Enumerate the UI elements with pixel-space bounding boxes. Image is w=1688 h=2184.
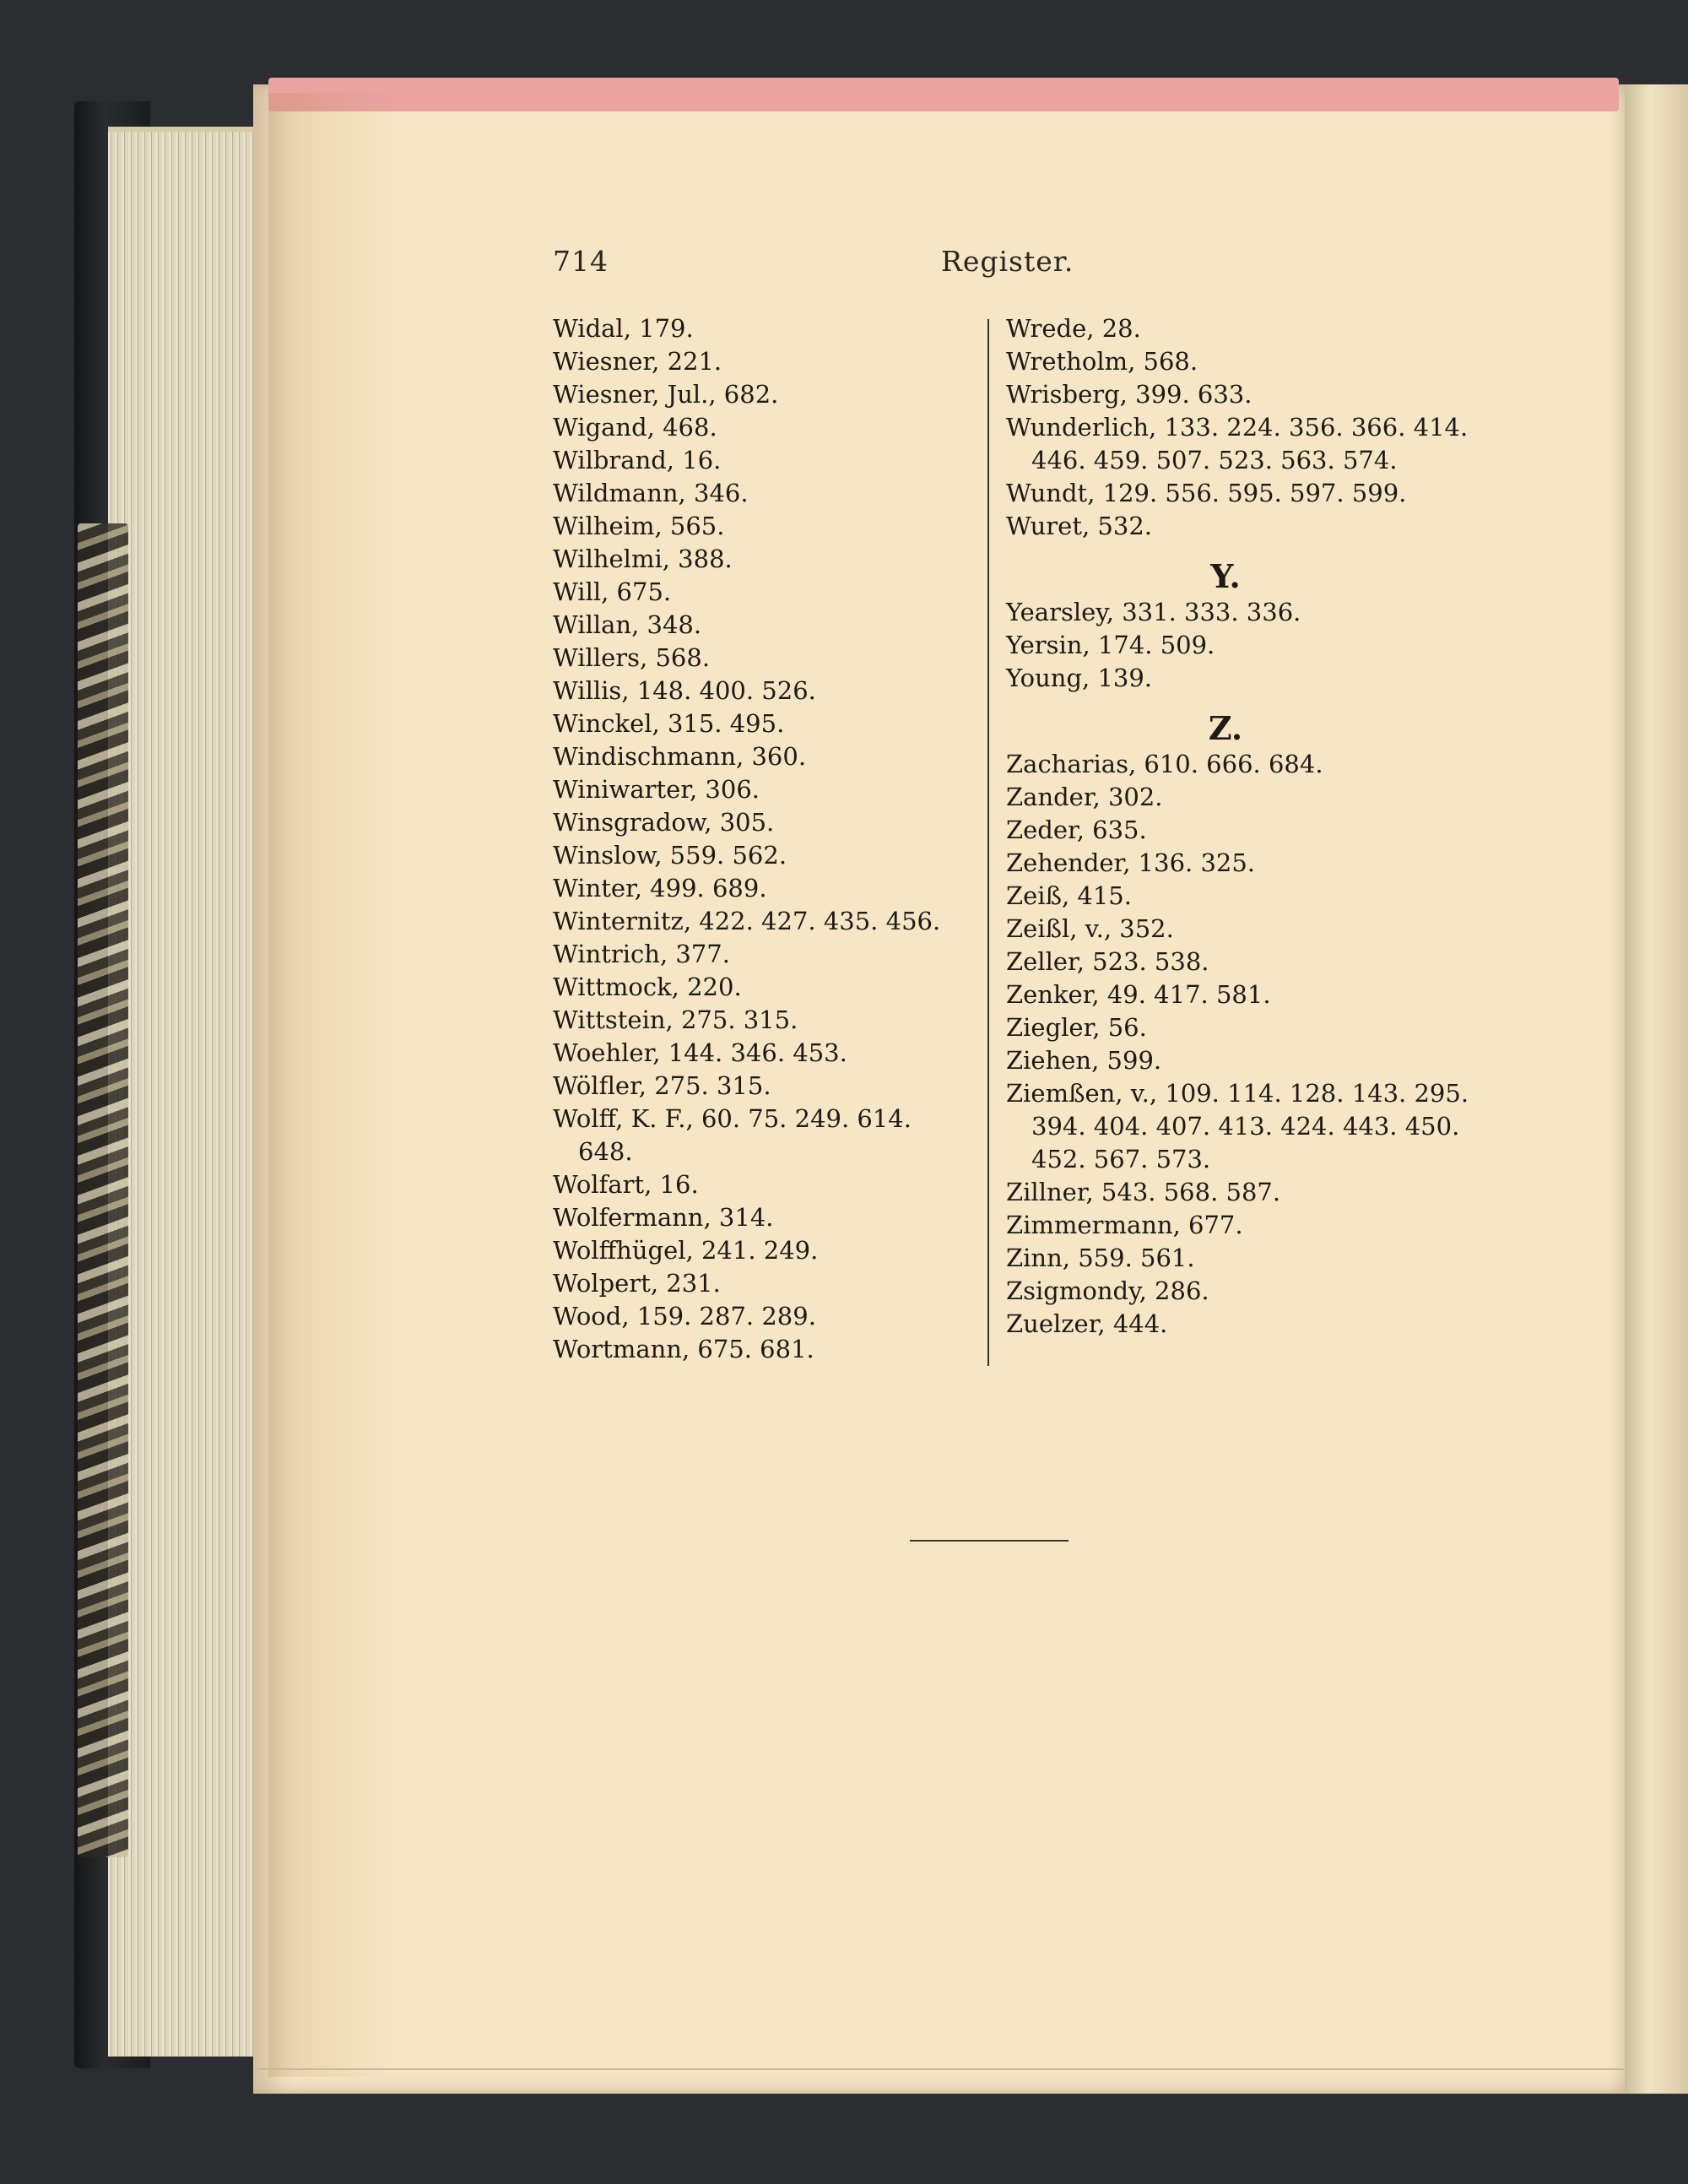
index-entry-continuation: 648. bbox=[578, 1137, 633, 1166]
index-entry: Wittmock, 220. bbox=[553, 973, 742, 1001]
index-entry: Zeiß, 415. bbox=[1006, 881, 1132, 910]
index-entry: Zehender, 136. 325. bbox=[1006, 848, 1256, 877]
index-entry: Zenker, 49. 417. 581. bbox=[1006, 980, 1271, 1009]
index-entry: Winckel, 315. 495. bbox=[553, 709, 785, 738]
index-entry: Ziemßen, v., 109. 114. 128. 143. 295. bbox=[1006, 1079, 1469, 1108]
page-bottom-edge bbox=[257, 2068, 1625, 2095]
index-entry: Widal, 179. bbox=[553, 314, 694, 343]
index-column-right bbox=[1006, 312, 1469, 1341]
index-entry: Zuelzer, 444. bbox=[1006, 1309, 1168, 1338]
index-entry: Zinn, 559. 561. bbox=[1006, 1244, 1195, 1272]
end-rule bbox=[910, 1540, 1069, 1542]
index-entry: Wintrich, 377. bbox=[553, 940, 730, 968]
index-entry: Wunderlich, 133. 224. 356. 366. 414. bbox=[1006, 413, 1469, 442]
facing-page-edge bbox=[1625, 84, 1688, 2094]
index-entry: Wolfart, 16. bbox=[553, 1170, 699, 1199]
index-entry: Winternitz, 422. 427. 435. 456. bbox=[553, 907, 941, 935]
index-entry: Wortmann, 675. 681. bbox=[553, 1335, 814, 1363]
red-page-edge bbox=[268, 78, 1619, 111]
page-edges bbox=[108, 127, 260, 2057]
index-entry: Wolpert, 231. bbox=[553, 1269, 721, 1298]
index-entry: Wrisberg, 399. 633. bbox=[1006, 380, 1252, 409]
index-entry: Winiwarter, 306. bbox=[553, 775, 760, 804]
index-entry: Wolffhügel, 241. 249. bbox=[553, 1236, 819, 1265]
index-entry: Willis, 148. 400. 526. bbox=[553, 676, 816, 705]
index-entry: Wundt, 129. 556. 595. 597. 599. bbox=[1006, 479, 1407, 507]
page-stain bbox=[268, 93, 395, 2077]
index-entry: Young, 139. bbox=[1006, 664, 1153, 692]
index-entry: Wittstein, 275. 315. bbox=[553, 1005, 798, 1034]
index-entry: Wolfermann, 314. bbox=[553, 1203, 774, 1232]
index-entry: Woehler, 144. 346. 453. bbox=[553, 1038, 847, 1067]
index-entry: Ziegler, 56. bbox=[1006, 1013, 1147, 1042]
index-entry: Zander, 302. bbox=[1006, 783, 1163, 811]
index-entry: Zeißl, v., 352. bbox=[1006, 914, 1174, 943]
index-entry: Wildmann, 346. bbox=[553, 479, 749, 507]
index-entry: Wilbrand, 16. bbox=[553, 446, 722, 474]
index-entry: Zsigmondy, 286. bbox=[1006, 1276, 1209, 1305]
index-entry: Yersin, 174. 509. bbox=[1006, 631, 1215, 659]
index-entry: Zacharias, 610. 666. 684. bbox=[1006, 750, 1323, 778]
index-entry: Winslow, 559. 562. bbox=[553, 841, 787, 870]
index-entry-continuation: 452. 567. 573. bbox=[1031, 1145, 1211, 1173]
index-entry: Wilhelmi, 388. bbox=[553, 545, 733, 573]
index-entry: Windischmann, 360. bbox=[553, 742, 807, 771]
index-entry: Winsgradow, 305. bbox=[553, 808, 775, 837]
index-entry: Zeder, 635. bbox=[1006, 816, 1147, 844]
index-entry: Wolff, K. F., 60. 75. 249. 614. bbox=[553, 1104, 912, 1133]
column-divider bbox=[987, 319, 989, 1366]
index-entry: Wigand, 468. bbox=[553, 413, 717, 442]
spine-ornament bbox=[78, 523, 128, 1857]
index-entry: Wiesner, Jul., 682. bbox=[553, 380, 779, 409]
index-entry: Wood, 159. 287. 289. bbox=[553, 1302, 816, 1330]
index-entry: Wilheim, 565. bbox=[553, 512, 725, 540]
index-entry: Wiesner, 221. bbox=[553, 347, 722, 376]
running-head: Register. bbox=[941, 245, 1074, 278]
index-entry-continuation: 394. 404. 407. 413. 424. 443. 450. bbox=[1031, 1112, 1460, 1141]
index-entry: Will, 675. bbox=[553, 577, 672, 606]
index-entry-continuation: 446. 459. 507. 523. 563. 574. bbox=[1031, 446, 1398, 474]
section-heading-z: Z. bbox=[1208, 709, 1243, 747]
index-entry: Winter, 499. 689. bbox=[553, 874, 767, 902]
page-number: 714 bbox=[553, 245, 609, 278]
index-entry: Yearsley, 331. 333. 336. bbox=[1006, 598, 1301, 626]
index-entry: Wuret, 532. bbox=[1006, 512, 1152, 540]
index-entry: Zillner, 543. 568. 587. bbox=[1006, 1178, 1281, 1206]
index-entry: Willan, 348. bbox=[553, 610, 702, 639]
index-column-left bbox=[553, 312, 975, 1366]
index-entry: Willers, 568. bbox=[553, 643, 711, 672]
page-header bbox=[553, 245, 1447, 287]
index-entry: Ziehen, 599. bbox=[1006, 1046, 1162, 1075]
index-entry: Wretholm, 568. bbox=[1006, 347, 1198, 376]
index-entry: Wölfler, 275. 315. bbox=[553, 1071, 771, 1100]
section-heading-y: Y. bbox=[1210, 557, 1241, 595]
index-entry: Zimmermann, 677. bbox=[1006, 1211, 1243, 1239]
index-entry: Zeller, 523. 538. bbox=[1006, 947, 1209, 976]
index-entry: Wrede, 28. bbox=[1006, 314, 1141, 343]
